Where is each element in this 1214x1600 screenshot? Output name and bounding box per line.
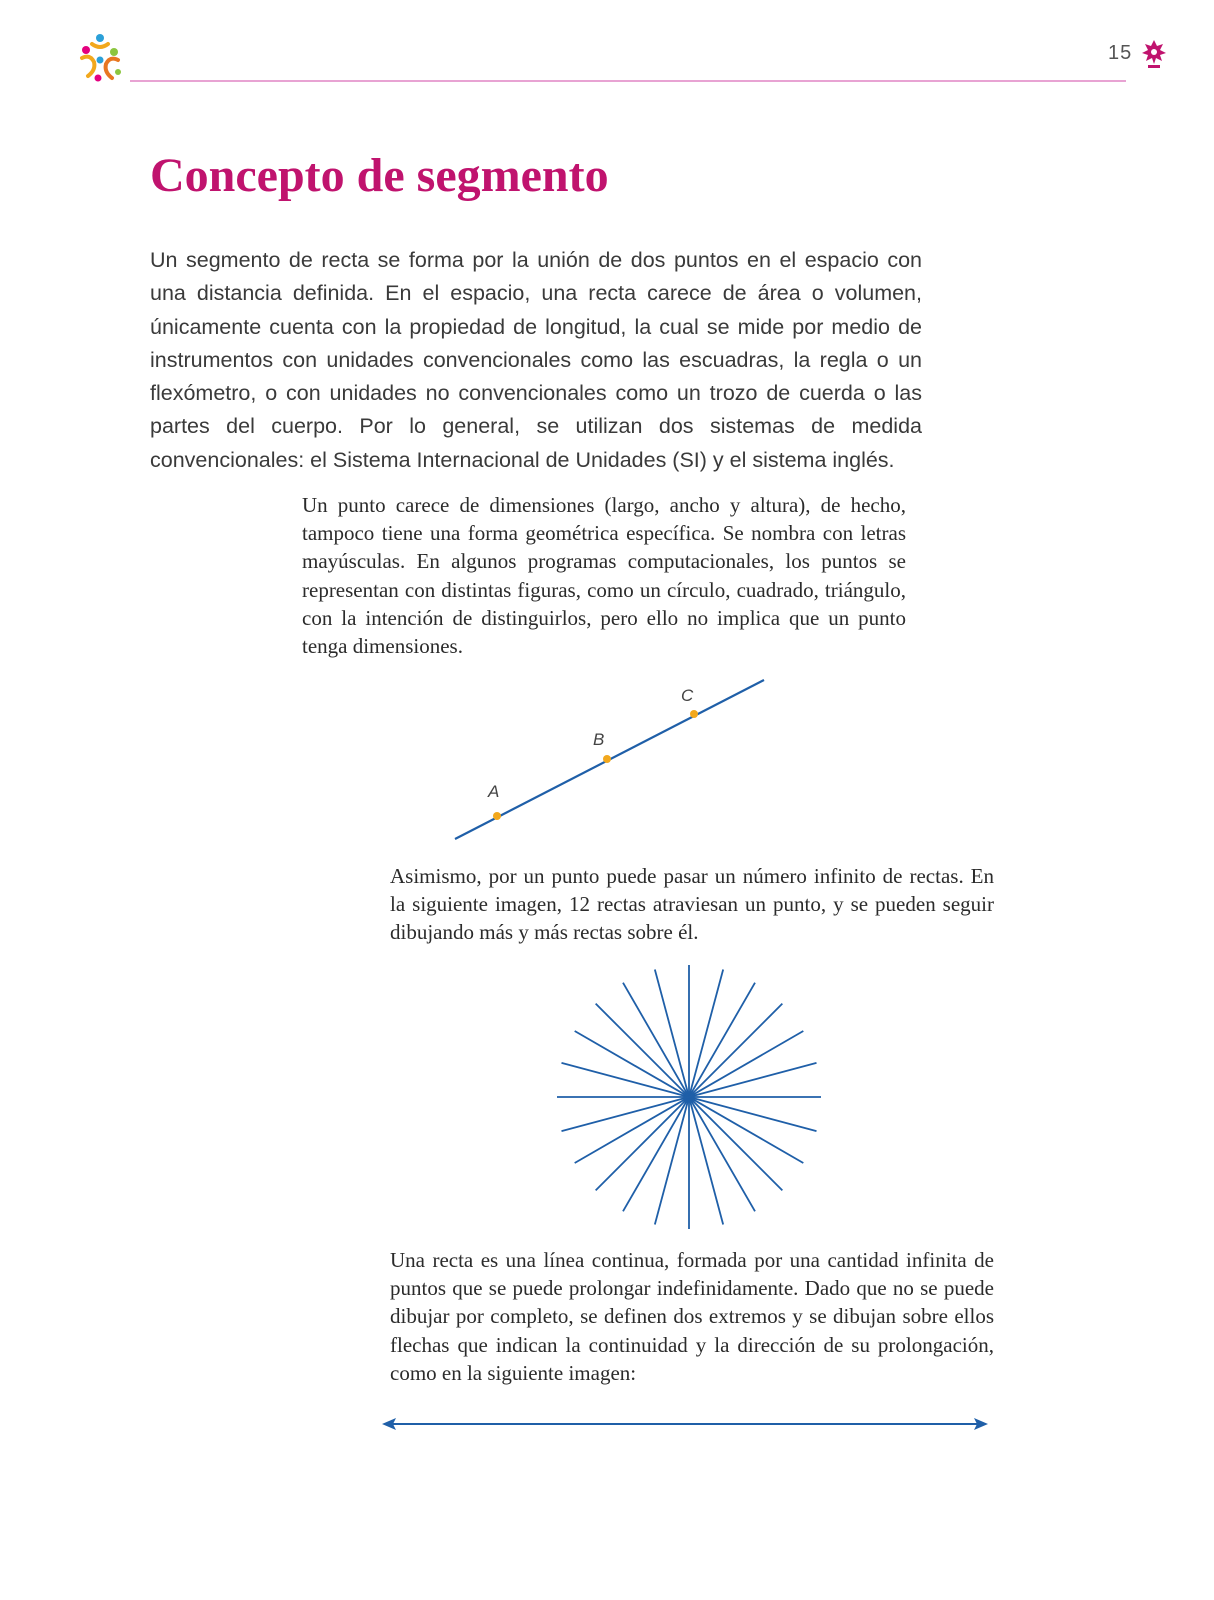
lines-through-point-figure (554, 962, 824, 1232)
point-b-label: B (593, 730, 605, 749)
header-rule (130, 80, 1126, 82)
double-arrow-line-figure (380, 1414, 990, 1434)
intro-paragraph: Un segmento de recta se forma por la unión de dos puntos en el espacio con una distancia definida. En el espacio, una recta carece de área o volumen, únicamente cuenta con la propiedad de longitud, la cual se mide por medio de instrumentos con unidades convencionales como las escuadras, la regla o un flexómetro, o con unidades no convencionales como un trozo de cuerda o las partes del cuerpo. Por lo general, se utilizan dos sistemas de medida convencionales: el Sistema Internacional de Unidades (SI) y el sistema inglés. (150, 248, 922, 472)
line-paragraph: Una recta es una línea continua, formada por una cantidad infinita de puntos que se puede prolongar indefinidamente. Dado que no se puede dibujar por completo, se definen dos extremos y se dibujan sobre ellos flechas que indican la continuidad y la dirección de su prolongación, como en la siguiente imagen: (390, 1248, 994, 1385)
point-c-label: C (681, 686, 694, 705)
flower-ornament-icon (1140, 38, 1168, 70)
point-a-marker (493, 812, 501, 820)
points-on-line-figure (450, 676, 770, 846)
point-c-marker (690, 710, 698, 718)
point-a-label: A (488, 782, 500, 801)
point-b-marker (603, 755, 611, 763)
page-title: Concepto de segmento (150, 149, 609, 202)
colorful-figures-logo-icon (72, 30, 128, 86)
point-paragraph: Un punto carece de dimensiones (largo, ancho y altura), de hecho, tampoco tiene una forma geométrica específica. Se nombra con letras mayúsculas. En algunos programas computacionales, los puntos se representan con distintas figuras, como un círculo, cuadrado, triángulo, con la intención de distinguirlos, pero ello no implica que un punto tenga dimensiones. (302, 493, 906, 659)
page-number: 15 (1108, 42, 1133, 64)
lines-paragraph: Asimismo, por un punto puede pasar un número infinito de rectas. En la siguiente imagen, 12 rectas atraviesan un punto, y se pueden seguir dibujando más y más rectas sobre él. (390, 864, 994, 945)
